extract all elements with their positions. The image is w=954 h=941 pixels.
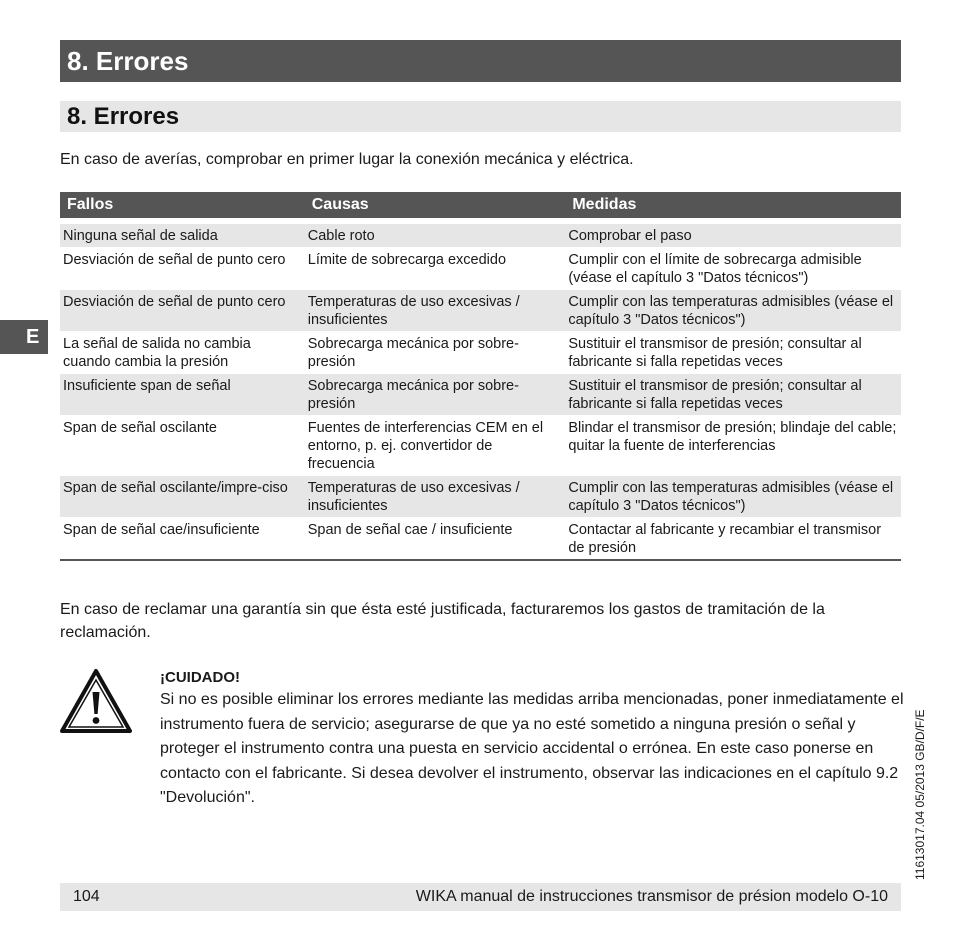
table-row (60, 374, 901, 416)
section-title: 8. Errores (60, 101, 901, 132)
intro-text: En caso de averías, comprobar en primer lugar la conexión mecánica y eléctrica. (60, 151, 634, 168)
table-row (60, 476, 901, 518)
caution-block (160, 668, 905, 811)
caution-text: Si no es posible eliminar los errores mediante las medidas arriba mencionadas, poner inmediatamente el instrumento fuera de servicio; asegurarse de que ya no esté sometido a ninguna presión o señal y proteger el instrumento contra una puesta en servicio accidental o errónea. En este caso ponerse en contacto con el fabricante. Si desea devolver el instrumento, observar las indicaciones en el capítulo 9.2 "Devolución". (160, 691, 904, 806)
cell-causa: Temperaturas de uso excesivas / insuficientes (305, 476, 566, 518)
cell-causa: Span de señal cae / insuficiente (305, 518, 566, 561)
header-causas: Causas (305, 192, 566, 221)
cell-causa: Cable roto (305, 221, 566, 248)
cell-medida: Sustituir el transmisor de presión; consultar al fabricante si falla repetidas veces (565, 332, 901, 374)
caution-title: ¡CUIDADO! (160, 669, 240, 686)
cell-medida: Cumplir con las temperaturas admisibles (véase el capítulo 3 "Datos técnicos") (565, 290, 901, 332)
table-row (60, 416, 901, 476)
cell-fallo: Ninguna señal de salida (60, 221, 305, 248)
cell-causa: Sobrecarga mecánica por sobre-presión (305, 374, 566, 416)
document-code: 11613017.04 05/2013 GB/D/F/E (913, 709, 927, 880)
header-fallos: Fallos (60, 192, 305, 221)
cell-fallo: La señal de salida no cambia cuando cambia la presión (60, 332, 305, 374)
table-header-row (60, 192, 901, 221)
cell-fallo: Span de señal oscilante/impre-ciso (60, 476, 305, 518)
table-row (60, 518, 901, 561)
cell-medida: Blindar el transmisor de presión; blindaje del cable; quitar la fuente de interferencias (565, 416, 901, 476)
cell-fallo: Desviación de señal de punto cero (60, 290, 305, 332)
cell-medida: Contactar al fabricante y recambiar el transmisor de presión (565, 518, 901, 561)
warranty-note: En caso de reclamar una garantía sin que ésta esté justificada, facturaremos los gastos de tramitación de la reclamación. (60, 601, 825, 641)
cell-medida: Sustituir el transmisor de presión; consultar al fabricante si falla repetidas veces (565, 374, 901, 416)
language-tab: E (0, 320, 48, 354)
table-row (60, 290, 901, 332)
footer-doc-title: WIKA manual de instrucciones transmisor de présion modelo O-10 (415, 888, 888, 905)
cell-causa: Límite de sobrecarga excedido (305, 248, 566, 290)
chapter-banner: 8. Errores (60, 40, 901, 82)
cell-fallo: Desviación de señal de punto cero (60, 248, 305, 290)
warning-triangle-icon (59, 668, 133, 734)
cell-medida: Comprobar el paso (565, 221, 901, 248)
table-row (60, 248, 901, 290)
errors-table (60, 192, 901, 561)
cell-fallo: Insuficiente span de señal (60, 374, 305, 416)
table-row (60, 221, 901, 248)
page-footer (60, 883, 901, 911)
cell-causa: Temperaturas de uso excesivas / insuficientes (305, 290, 566, 332)
cell-fallo: Span de señal cae/insuficiente (60, 518, 305, 561)
cell-causa: Fuentes de interferencias CEM en el entorno, p. ej. convertidor de frecuencia (305, 416, 566, 476)
cell-medida: Cumplir con las temperaturas admisibles (véase el capítulo 3 "Datos técnicos") (565, 476, 901, 518)
page-number: 104 (73, 888, 100, 905)
table-row (60, 332, 901, 374)
cell-medida: Cumplir con el límite de sobrecarga admisible (véase el capítulo 3 "Datos técnicos") (565, 248, 901, 290)
header-medidas: Medidas (565, 192, 901, 221)
cell-fallo: Span de señal oscilante (60, 416, 305, 476)
cell-causa: Sobrecarga mecánica por sobre-presión (305, 332, 566, 374)
